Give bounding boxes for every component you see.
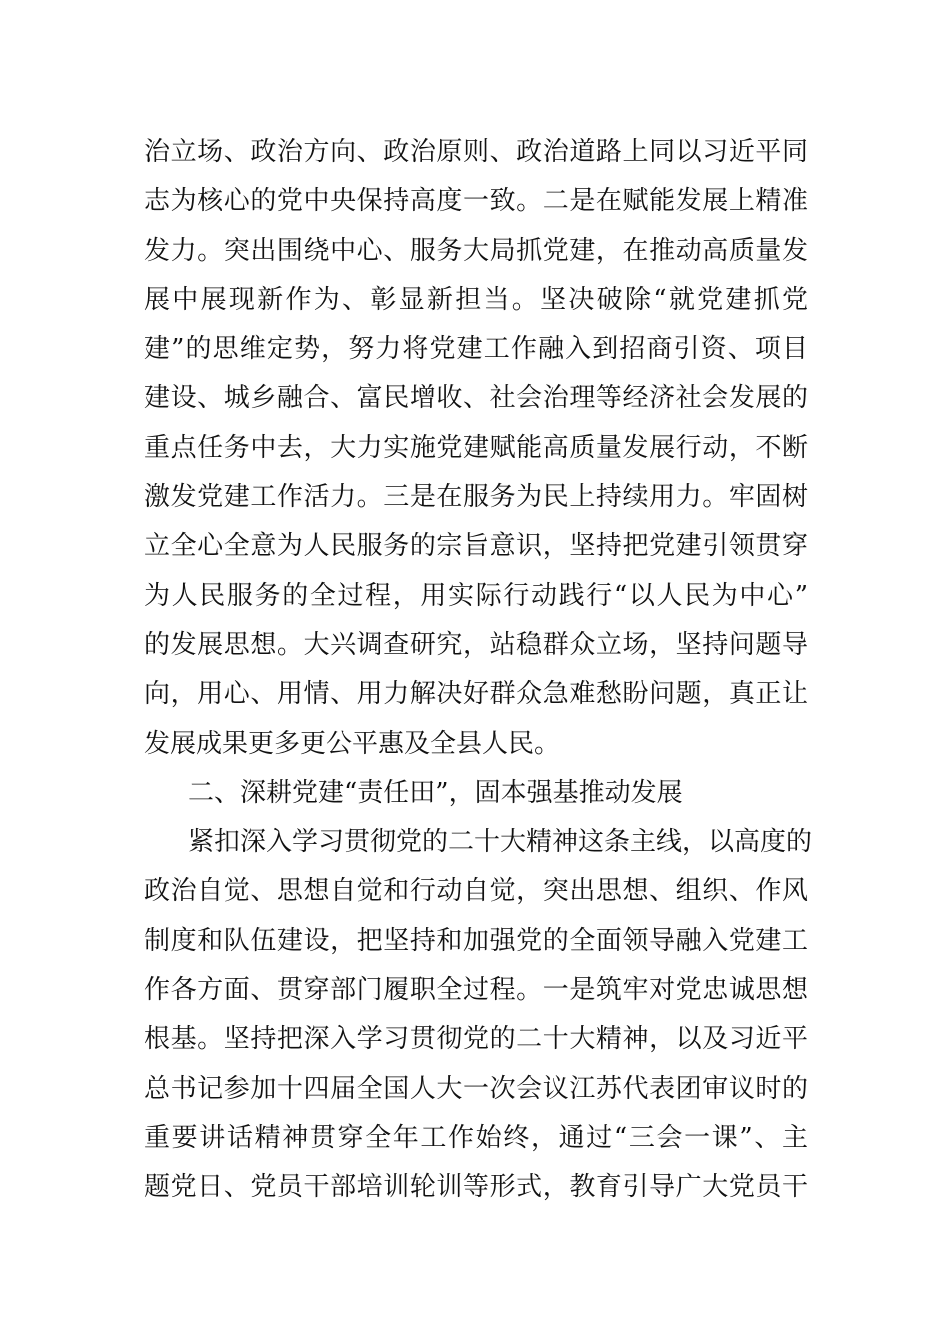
text-line: 重要讲话精神贯穿全年工作始终，通过“三会一课”、主: [144, 1122, 808, 1153]
text-line: 向，用心、用情、用力解决好群众急难愁盼问题，真正让: [144, 679, 808, 710]
text-line: 重点任务中去，大力实施党建赋能高质量发展行动，不断: [144, 432, 808, 463]
text-line: 根基。坚持把深入学习贯彻党的二十大精神，以及习近平: [144, 1024, 808, 1055]
text-line: 总书记参加十四届全国人大一次会议江苏代表团审议时的: [144, 1073, 808, 1104]
text-line: 志为核心的党中央保持高度一致。二是在赋能发展上精准: [144, 186, 808, 217]
text-line: 展中展现新作为、彰显新担当。坚决破除“就党建抓党: [144, 284, 808, 315]
text-line: 发力。突出围绕中心、服务大局抓党建，在推动高质量发: [144, 235, 808, 266]
text-line: 建设、城乡融合、富民增收、社会治理等经济社会发展的: [144, 383, 808, 414]
text-line: 发展成果更多更公平惠及全县人民。: [144, 728, 561, 759]
text-line: 为人民服务的全过程，用实际行动践行“以人民为中心”: [144, 580, 808, 611]
section-heading: 二、深耕党建“责任田”，固本强基推动发展: [188, 777, 683, 808]
text-line: 建”的思维定势，努力将党建工作融入到招商引资、项目: [144, 334, 808, 365]
text-line: 政治自觉、思想自觉和行动自觉，突出思想、组织、作风: [144, 876, 808, 907]
text-line: 作各方面、贯穿部门履职全过程。一是筑牢对党忠诚思想: [144, 975, 808, 1006]
text-line: 治立场、政治方向、政治原则、政治道路上同以习近平同: [144, 137, 808, 167]
text-line: 制度和队伍建设，把坚持和加强党的全面领导融入党建工: [144, 925, 808, 956]
body-text: [144, 128, 813, 1213]
text-line: 立全心全意为人民服务的宗旨意识，坚持把党建引领贯穿: [144, 531, 808, 562]
text-line: 激发党建工作活力。三是在服务为民上持续用力。牢固树: [144, 482, 808, 513]
text-line: 题党日、党员干部培训轮训等形式，教育引导广大党员干: [144, 1172, 808, 1203]
text-line: 紧扣深入学习贯彻党的二十大精神这条主线，以高度的: [188, 827, 813, 858]
text-line: 的发展思想。大兴调查研究，站稳群众立场，坚持问题导: [144, 629, 808, 660]
